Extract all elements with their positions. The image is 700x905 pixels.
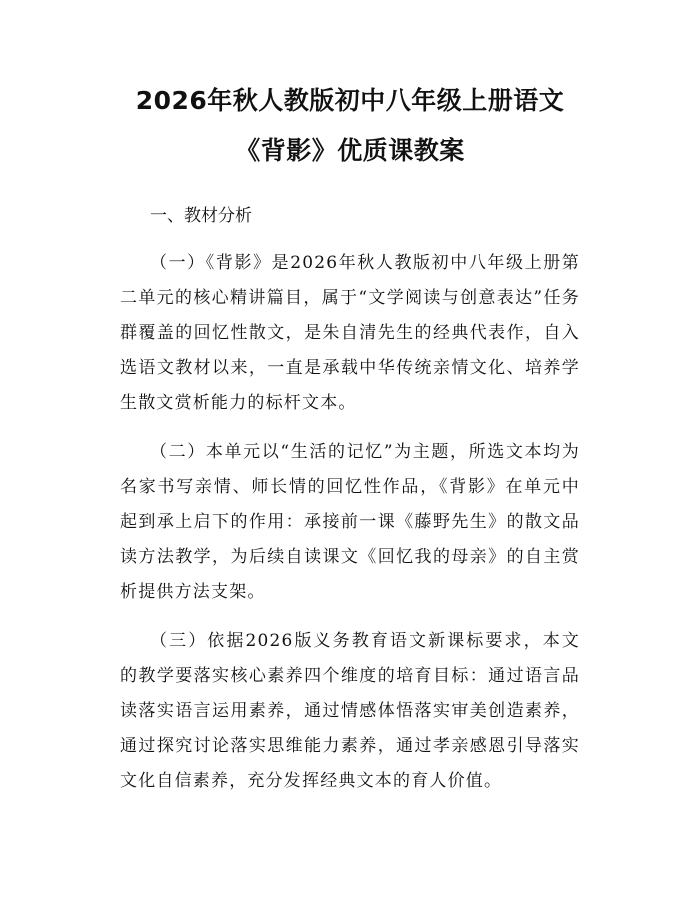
document-title: 2026年秋人教版初中八年级上册语文《背影》优质课教案 xyxy=(135,86,565,165)
paragraph-2: （二）本单元以“生活的记忆”为主题，所选文本均为名家书写亲情、师长情的回忆性作品，《背影》在单元中起到承上启下的作用：承接前一课《藤野先生》的散文品读方法教学，为后续自读课文《回忆我的母亲》的自主赏析提供方法支架。 xyxy=(120,442,580,602)
section-heading: 一、教材分析 xyxy=(150,206,252,226)
paragraph-3: （三）依据2026版义务教育语文新课标要求，本文的教学要落实核心素养四个维度的培育目标：通过语言品读落实语言运用素养，通过情感体悟落实审美创造素养，通过探究讨论落实思维能力素养，通过孝亲感恩引导落实文化自信素养，充分发挥经典文本的育人价值。 xyxy=(120,631,580,791)
paragraph-1: （一）《背影》是2026年秋人教版初中八年级上册第二单元的核心精讲篇目，属于“文学阅读与创意表达”任务群覆盖的回忆性散文，是朱自清先生的经典代表作，自入选语文教材以来，一直是承载中华传统亲情文化、培养学生散文赏析能力的标杆文本。 xyxy=(120,253,580,413)
